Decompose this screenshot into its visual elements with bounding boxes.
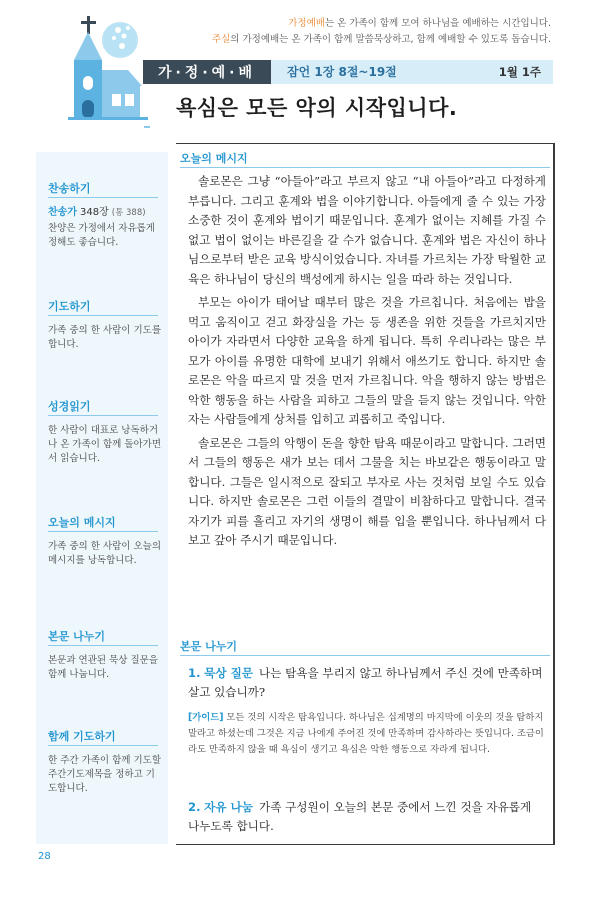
page-title: 욕심은 모든 악의 시작입니다. bbox=[176, 96, 458, 120]
bible-reading-text: 한 사람이 대표로 낭독하거나 온 가족이 함께 돌아가면서 읽습니다. bbox=[48, 425, 162, 464]
guide-label: [가이드] bbox=[188, 712, 224, 723]
share-heading: 본문 나누기 bbox=[48, 630, 105, 643]
message-text: 가족 중의 한 사람이 오늘의 메시지를 낭독합니다. bbox=[48, 541, 162, 566]
prayer-text: 가족 중의 한 사람이 기도를 합니다. bbox=[48, 325, 162, 350]
section-divider bbox=[180, 167, 550, 168]
message-body bbox=[188, 172, 546, 555]
pray-together-text: 한 주간 가족이 함께 기도할 주간기도제목을 정하고 기도합니다. bbox=[48, 755, 162, 794]
pray-together-heading: 함께 기도하기 bbox=[48, 730, 116, 743]
message-paragraph: 솔로몬은 그들의 악행이 돈을 향한 탐욕 때문이라고 말합니다. 그러면서 그들의 행동은 새가 보는 데서 그물을 치는 바보같은 행동이라고 말합니다. 그들은 일시적으로 잘되고 부자로 사는 것처럼 보일 수도 있습니다. 하지만 솔로몬은 그런 이들의 결말이 비참하다고 말합니다. 결국 자기가 피를 흘리고 자기의 생명이 해를 입을 뿐입니다. 하나님께서 다 보고 갚아 주시기 때문입니다. bbox=[188, 435, 546, 547]
hymn-heading: 찬송하기 bbox=[48, 182, 91, 195]
question-label: 자유 나눔 bbox=[204, 800, 254, 814]
share-text: 본문과 연관된 묵상 질문을 함께 나눕니다. bbox=[48, 655, 159, 680]
hymn-info: 찬송가 348장 (통 388) bbox=[48, 207, 146, 218]
guide-note: [가이드] 모든 것의 시작은 탐욕입니다. 하나님은 십계명의 마지막에 이웃의 것을 탐하지 말라고 하셨는데 그것은 지금 나에게 주어진 것에 만족하며 감사하라는 뜻입니다. 조금이라도 만족하지 않을 때 욕심이 생기고 욕심은 악한 행동으로 자라게 됩니다. bbox=[188, 712, 544, 755]
message-paragraph: 부모는 아이가 태어날 때부터 많은 것을 가르칩니다. 처음에는 밥을 먹고 움직이고 걷고 화장실을 가는 등 생존을 위한 것들을 가르치지만 아이가 자라면서 다양한 교육을 하게 됩니다. 특히 우리나라는 많은 부모가 아이를 유명한 대학에 보내기 위해서 애쓰기도 합니다. 하지만 솔로몬은 악을 따르지 말 것을 먼저 가르칩니다. 악을 행하지 않는 방법은 악한 행동을 하는 사람을 피하고 그들의 말을 듣지 않는 것입니다. 악한 자는 사람들에게 상처를 입히고 괴롭히고 죽입니다. bbox=[188, 295, 546, 426]
page-number: 28 bbox=[38, 851, 51, 862]
worship-order-sidebar bbox=[36, 152, 168, 844]
message-heading: 오늘의 메시지 bbox=[48, 516, 116, 529]
hymn-text: 찬양은 가정에서 자유롭게 정해도 좋습니다. bbox=[48, 223, 155, 248]
title-marker bbox=[144, 126, 150, 128]
prayer-heading: 기도하기 bbox=[48, 300, 91, 313]
section-divider bbox=[180, 655, 550, 656]
share-section-heading: 본문 나누기 bbox=[180, 640, 237, 653]
scripture-passage: 잠언 1장 8절~19절 bbox=[287, 65, 397, 79]
divider bbox=[48, 315, 158, 316]
intro-line-2: 주실의 가정예배는 온 가족이 함께 말씀묵상하고, 함께 예배할 수 있도록 돕습니다. bbox=[211, 34, 551, 45]
bible-reading-heading: 성경읽기 bbox=[48, 400, 91, 413]
question-1: 1. 묵상 질문 나는 탐욕을 부리지 않고 하나님께서 주신 것에 만족하며 살고 있습니까? bbox=[188, 666, 543, 699]
divider bbox=[48, 531, 158, 532]
message-paragraph: 솔로몬은 그냥 “아들아”라고 부르지 않고 “내 아들아”라고 다정하게 부릅니다. 그리고 훈계와 법을 이야기합니다. 아들에게 줄 수 있는 가장 소중한 것이 훈계와 법이기 때문입니다. 훈계가 없이는 지혜를 가질 수 없고 법이 없이는 바른길을 갈 수가 없습니다. 훈계와 법은 자신이 하나님으로부터 받은 교육 방식이었습니다. 자녀를 가르치는 가장 탁월한 교육은 하나님이 당신의 백성에게 하시는 일을 따라 하는 것입니다. bbox=[188, 174, 546, 286]
week-label: 1월 1주 bbox=[498, 65, 541, 79]
intro-line-1: 가정예배는 온 가족이 함께 모여 하나님을 예배하는 시간입니다. bbox=[288, 18, 551, 29]
divider bbox=[48, 645, 158, 646]
divider bbox=[48, 745, 158, 746]
question-label: 묵상 질문 bbox=[204, 666, 254, 680]
section-label: 가·정·예·배 bbox=[143, 60, 271, 84]
divider bbox=[48, 415, 158, 416]
intro-text bbox=[131, 16, 551, 48]
question-2: 2. 자유 나눔 가족 구성원이 오늘의 본문 중에서 느낀 것을 자유롭게 나누도록 합니다. bbox=[188, 800, 532, 833]
frame-right-edge bbox=[553, 143, 555, 845]
message-section-heading: 오늘의 메시지 bbox=[180, 152, 248, 165]
divider bbox=[48, 197, 158, 198]
